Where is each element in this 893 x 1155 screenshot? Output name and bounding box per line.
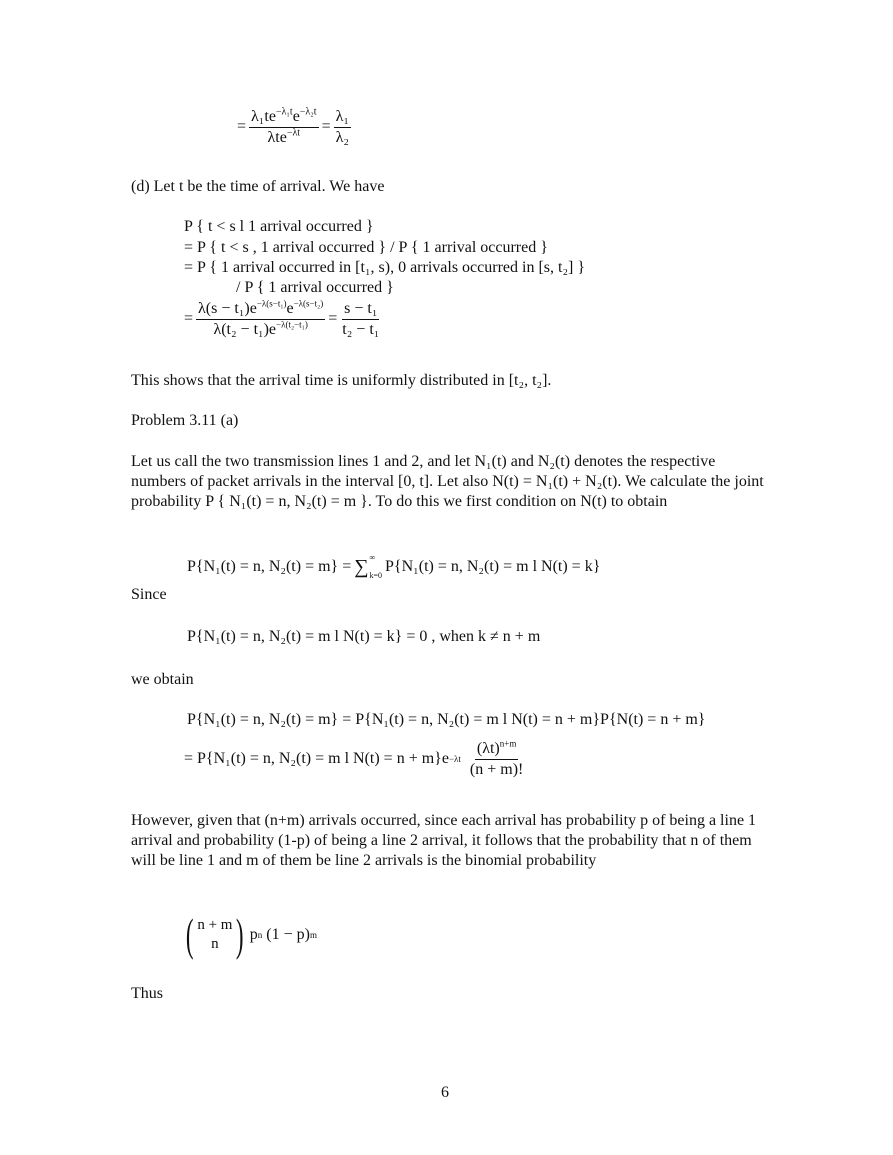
- frac-num: (λt): [476, 740, 500, 757]
- frac-den: λ₂: [335, 128, 349, 146]
- equation-line-2: = P{N₁(t) = n, N₂(t) = m l N(t) = n + m}e −λt $\frac{(\lambda t)^{n+m}}{(n + m)!}$: [184, 738, 524, 778]
- exp: −λt: [286, 127, 301, 139]
- sum-upper: ∞: [369, 553, 376, 562]
- thus-label: Thus: [131, 985, 163, 1002]
- eq-lhs: P{N₁(t) = n, N₂(t) = m} =: [187, 557, 352, 575]
- binom-bottom: n: [211, 936, 219, 952]
- e-symbol: e: [286, 300, 294, 317]
- frac-num: λ₁te: [251, 108, 276, 125]
- frac-num: s − t₁: [342, 300, 379, 320]
- sum-lower: k=0: [369, 571, 383, 580]
- equation-zero-cond: P{N₁(t) = n, N₂(t) = m l N(t) = k} = 0 , when k ≠ n + m: [187, 628, 541, 645]
- frac-num: λ(s − t₁)e: [198, 300, 257, 317]
- part-d-intro: (d) Let t be the time of arrival. We have: [131, 178, 385, 195]
- eq-sign: =: [184, 309, 194, 327]
- binom-top: n + m: [197, 916, 233, 933]
- part-d-conclusion: This shows that the arrival time is uniformly distributed in [t₂, t₂].: [131, 372, 552, 389]
- part-d-fraction: [184, 300, 384, 338]
- binomial-coefficient: ( n + m n ): [185, 909, 244, 960]
- frac-den: λ(t₂ − t₁)e: [213, 320, 277, 338]
- part-d-line4: / P { 1 arrival occurred }: [236, 279, 394, 296]
- part-d-line1: P { t < s l 1 arrival occurred }: [184, 218, 374, 235]
- part-d-line3: = P { 1 arrival occurred in [t₁, s), 0 arrivals occurred in [s, t₂] }: [184, 259, 586, 276]
- equation-c: [237, 108, 354, 146]
- frac-den: λte: [267, 128, 287, 146]
- exp: n+m: [499, 738, 517, 749]
- fraction-poisson: [468, 740, 525, 778]
- exp: −λ(t₂−t₁): [276, 319, 308, 330]
- exp: −λ₁t: [275, 106, 293, 118]
- problem-paragraph-2: However, given that (n+m) arrivals occurred, since each arrival has probability p of being a line 1 arrival and probability (1-p) of being a line 2 arrival, it follows that the probability that n of them will be line 1 and m of them be line 2 arrivals is the binomial probability: [131, 812, 757, 869]
- exp: −λ(s−t₁): [256, 298, 287, 309]
- one-minus-p-term: (1 − p): [266, 925, 310, 943]
- frac-num: λ₁: [334, 108, 351, 128]
- equation-line-1: P{N₁(t) = n, N₂(t) = m} = P{N₁(t) = n, N₂(t) = m l N(t) = n + m}P{N(t) = n + m}: [187, 711, 706, 728]
- eq-lhs: = P{N₁(t) = n, N₂(t) = m l N(t) = n + m}e: [184, 749, 449, 767]
- we-obtain-label: we obtain: [131, 671, 194, 688]
- since-label: Since: [131, 586, 167, 603]
- fraction-ratio: [334, 108, 351, 146]
- frac-den: t₂ − t₁: [342, 320, 380, 338]
- eq-sign: =: [321, 117, 331, 135]
- page-number: 6: [441, 1084, 449, 1101]
- binomial-expression: ( n + m n ) p n (1 − p) m: [182, 912, 317, 958]
- fraction-uniform: [340, 300, 381, 338]
- eq-sign: =: [237, 117, 247, 135]
- summation: [354, 554, 382, 580]
- exp: −λ₂t: [299, 106, 317, 118]
- p-term: p: [249, 925, 258, 943]
- frac-den: (n + m)!: [469, 760, 524, 778]
- problem-heading: Problem 3.11 (a): [131, 412, 239, 429]
- fraction-lambda1: [249, 108, 319, 146]
- sum-symbol: ∑: [354, 555, 369, 578]
- equation-joint-prob: [187, 554, 600, 580]
- exp: −λ(s−t₂): [293, 298, 324, 309]
- fraction-arrival: [196, 300, 325, 338]
- eq-sign: =: [328, 309, 338, 327]
- part-d-line2: = P { t < s , 1 arrival occurred } / P { 1 arrival occurred }: [184, 239, 548, 256]
- eq-rhs: P{N₁(t) = n, N₂(t) = m l N(t) = k}: [385, 557, 601, 575]
- problem-paragraph-1: Let us call the two transmission lines 1 and 2, and let N₁(t) and N₂(t) denotes the respective numbers of packet arrivals in the interval [0, t]. Let also N(t) = N₁(t) + N₂(t). We calculate the joint probability P { N₁(t) = n, N₂(t) = m }. To do this we first condition on N(t) to obtain: [131, 453, 764, 510]
- e-symbol: e: [292, 108, 300, 125]
